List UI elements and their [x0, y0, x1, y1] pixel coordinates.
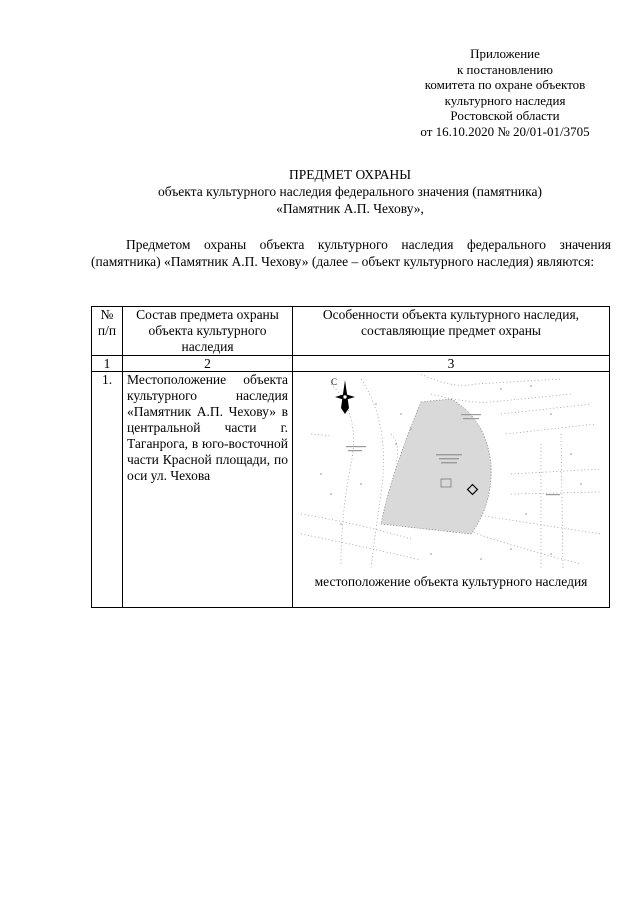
- appendix-line: Приложение: [470, 46, 540, 61]
- appendix-line: комитета по охране объектов: [424, 77, 586, 92]
- header-number: № п/п: [92, 307, 123, 356]
- column-number: 2: [123, 356, 293, 372]
- document-title: [90, 166, 610, 217]
- row-description: [123, 372, 293, 608]
- appendix-line: от 16.10.2020 № 20/01-01/3705: [420, 123, 590, 139]
- row-features: [293, 372, 610, 608]
- table-header-row: [92, 307, 610, 356]
- header-composition: Состав предмета охраны объекта культурного наследия: [123, 307, 293, 356]
- location-map: [301, 374, 601, 570]
- title-subline: объекта культурного наследия федерального значения (памятника): [158, 184, 542, 199]
- intro-paragraph: Предметом охраны объекта культурного наследия федерального значения (памятника) «Памятник А.П. Чехову» (далее – объект культурного наследия) являются:: [91, 237, 611, 269]
- map-caption: местоположение объекта культурного наследия: [314, 574, 588, 589]
- title-heading: ПРЕДМЕТ ОХРАНЫ: [288, 167, 412, 182]
- row-description-text: Местоположение объекта культурного наследия «Памятник А.П. Чехову» в центральной части г. Таганрога, в юго-восточной части Красной площади, по оси ул. Чехова: [127, 372, 288, 483]
- appendix-block: [400, 46, 610, 139]
- appendix-line: к постановлению: [456, 61, 554, 77]
- column-number: 1: [92, 356, 123, 372]
- header-features: Особенности объекта культурного наследия, составляющие предмет охраны: [293, 307, 610, 356]
- column-number-row: [92, 356, 610, 372]
- title-object-name: «Памятник А.П. Чехову»,: [276, 201, 424, 216]
- row-number: 1.: [92, 372, 123, 608]
- protection-table: [91, 306, 610, 608]
- table-row: [92, 372, 610, 608]
- appendix-line: культурного наследия: [444, 92, 566, 108]
- appendix-line: Ростовской области: [450, 108, 560, 123]
- column-number: 3: [293, 356, 610, 372]
- north-label: С: [331, 377, 338, 387]
